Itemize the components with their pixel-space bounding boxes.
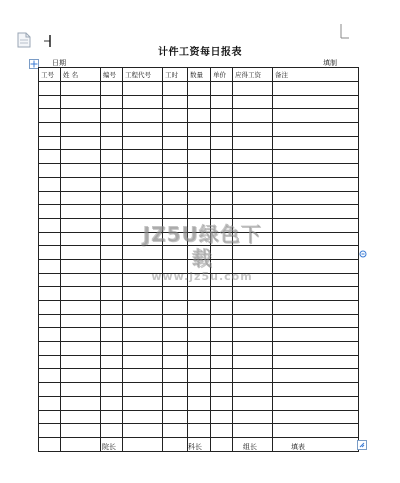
table-cell[interactable] (123, 355, 163, 369)
table-cell[interactable] (188, 328, 211, 342)
table-cell[interactable] (61, 177, 101, 191)
table-cell[interactable] (101, 342, 123, 356)
table-cell[interactable] (61, 314, 101, 328)
table-cell[interactable] (233, 136, 273, 150)
table-cell[interactable] (61, 287, 101, 301)
table-cell[interactable] (101, 191, 123, 205)
table-row (39, 150, 359, 164)
table-cell[interactable] (233, 369, 273, 383)
table-cell[interactable] (233, 424, 273, 438)
table-cell[interactable] (123, 177, 163, 191)
table-cell[interactable] (211, 164, 233, 178)
table-cell[interactable] (163, 424, 188, 438)
table-cell[interactable] (61, 218, 101, 232)
header-cell[interactable]: 工程代号 (123, 68, 163, 82)
table-cell[interactable] (39, 396, 61, 410)
table-cell[interactable] (61, 328, 101, 342)
table-cell[interactable] (101, 232, 123, 246)
table-row (39, 410, 359, 424)
table-cell[interactable] (273, 232, 359, 246)
table-cell[interactable] (211, 410, 233, 424)
table-cell[interactable] (188, 383, 211, 397)
table-row (39, 123, 359, 137)
table-cell[interactable] (163, 369, 188, 383)
table-cell[interactable] (123, 342, 163, 356)
table-cell[interactable] (211, 424, 233, 438)
table-cell[interactable] (233, 191, 273, 205)
table-row (39, 396, 359, 410)
table-cell[interactable] (163, 410, 188, 424)
table-cell[interactable] (123, 136, 163, 150)
footer-label: 院长 (102, 443, 116, 451)
table-cell[interactable] (123, 424, 163, 438)
table-cell[interactable] (188, 123, 211, 137)
table-cell[interactable] (101, 383, 123, 397)
table-cell[interactable] (233, 342, 273, 356)
table-cell[interactable] (233, 314, 273, 328)
table-cell[interactable] (123, 383, 163, 397)
table-cell[interactable] (188, 355, 211, 369)
table-cell[interactable] (233, 383, 273, 397)
table-cell[interactable] (101, 328, 123, 342)
table-cell[interactable] (163, 301, 188, 315)
table-cell[interactable] (233, 164, 273, 178)
table-cell[interactable] (101, 136, 123, 150)
table-cell[interactable] (163, 191, 188, 205)
table-cell[interactable] (211, 287, 233, 301)
table-cell[interactable] (211, 109, 233, 123)
table-cell[interactable] (101, 273, 123, 287)
table-cell[interactable] (39, 136, 61, 150)
footer-label: 填表 (291, 443, 305, 451)
table-cell[interactable] (163, 314, 188, 328)
table-cell[interactable] (163, 383, 188, 397)
table-cell[interactable] (123, 109, 163, 123)
table-row (39, 95, 359, 109)
table-cell[interactable] (211, 191, 233, 205)
table-cell[interactable] (163, 95, 188, 109)
signature-line[interactable] (205, 451, 237, 452)
table-cell[interactable] (61, 410, 101, 424)
table-cell[interactable] (61, 232, 101, 246)
table-cell[interactable] (273, 424, 359, 438)
table-cell[interactable] (39, 328, 61, 342)
table-cell[interactable] (123, 328, 163, 342)
table-cell[interactable] (61, 164, 101, 178)
table-cell[interactable] (101, 287, 123, 301)
table-cell[interactable] (123, 205, 163, 219)
page-corner-marker (339, 24, 349, 40)
table-cell[interactable] (273, 109, 359, 123)
table-cell[interactable] (273, 191, 359, 205)
table-cell[interactable] (61, 342, 101, 356)
table-row (39, 287, 359, 301)
table-cell[interactable] (61, 123, 101, 137)
table-cell[interactable] (101, 95, 123, 109)
table-cell[interactable] (233, 123, 273, 137)
table-cell[interactable] (101, 259, 123, 273)
table-cell[interactable] (273, 259, 359, 273)
footer-label: 科长 (188, 443, 202, 451)
table-cell[interactable] (188, 205, 211, 219)
table-row (39, 164, 359, 178)
table-cell[interactable] (233, 301, 273, 315)
table-cell[interactable] (273, 369, 359, 383)
table-cell[interactable] (188, 164, 211, 178)
table-cell[interactable] (123, 164, 163, 178)
table-cell[interactable] (39, 246, 61, 260)
table-cell[interactable] (61, 95, 101, 109)
signature-line[interactable] (119, 451, 179, 452)
footer-label: 组长 (243, 443, 257, 451)
table-cell[interactable] (123, 191, 163, 205)
table-cell[interactable] (39, 150, 61, 164)
table-cell[interactable] (163, 342, 188, 356)
table-row (39, 424, 359, 438)
table-cell[interactable] (61, 191, 101, 205)
table-cell[interactable] (273, 410, 359, 424)
watermark-main: JZ5U绿色下载 (142, 222, 262, 270)
table-cell[interactable] (61, 424, 101, 438)
table-row (39, 109, 359, 123)
table-cell[interactable] (188, 369, 211, 383)
table-cell[interactable] (39, 383, 61, 397)
table-row (39, 355, 359, 369)
table-cell[interactable] (273, 95, 359, 109)
table-edge-handle-icon[interactable] (359, 250, 367, 258)
table-cell[interactable] (163, 177, 188, 191)
table-cell[interactable] (101, 150, 123, 164)
table-cell[interactable] (273, 383, 359, 397)
preparer-label: 填制 (323, 59, 337, 67)
table-row (39, 177, 359, 191)
table-cell[interactable] (123, 287, 163, 301)
header-cell[interactable]: 编号 (101, 68, 123, 82)
table-cell[interactable] (188, 314, 211, 328)
table-cell[interactable] (188, 136, 211, 150)
table-cell[interactable] (188, 396, 211, 410)
table-cell[interactable] (123, 396, 163, 410)
table-row (39, 369, 359, 383)
table-cell[interactable] (163, 328, 188, 342)
table-cell[interactable] (163, 123, 188, 137)
table-cell[interactable] (39, 314, 61, 328)
table-cell[interactable] (233, 410, 273, 424)
table-cell[interactable] (273, 136, 359, 150)
table-cell[interactable] (39, 410, 61, 424)
table-cell[interactable] (188, 177, 211, 191)
table-cell[interactable] (39, 424, 61, 438)
table-cell[interactable] (233, 355, 273, 369)
table-cell[interactable] (123, 123, 163, 137)
table-cell[interactable] (101, 177, 123, 191)
table-cell[interactable] (101, 82, 123, 96)
table-cell[interactable] (61, 273, 101, 287)
table-cell[interactable] (39, 287, 61, 301)
table-cell[interactable] (163, 205, 188, 219)
table-cell[interactable] (188, 109, 211, 123)
table-cell[interactable] (163, 109, 188, 123)
table-cell[interactable] (101, 396, 123, 410)
header-cell[interactable]: 备注 (273, 68, 359, 82)
table-cell[interactable] (39, 109, 61, 123)
table-cell[interactable] (188, 424, 211, 438)
table-cell[interactable] (39, 164, 61, 178)
table-cell[interactable] (211, 177, 233, 191)
table-cell[interactable] (233, 82, 273, 96)
table-row (39, 328, 359, 342)
table-cell[interactable] (211, 355, 233, 369)
table-cell[interactable] (101, 301, 123, 315)
table-cell[interactable] (273, 328, 359, 342)
table-header-row (39, 68, 359, 82)
table-cell[interactable] (39, 369, 61, 383)
table-row (39, 342, 359, 356)
table-cell[interactable] (101, 424, 123, 438)
table-cell[interactable] (163, 82, 188, 96)
table-cell[interactable] (101, 109, 123, 123)
table-cell[interactable] (273, 287, 359, 301)
table-cell[interactable] (273, 342, 359, 356)
table-cell[interactable] (101, 355, 123, 369)
table-cell[interactable] (163, 150, 188, 164)
table-row (39, 301, 359, 315)
table-cell[interactable] (39, 205, 61, 219)
table-cell[interactable] (61, 383, 101, 397)
table-cell[interactable] (211, 328, 233, 342)
table-cell[interactable] (101, 123, 123, 137)
table-cell[interactable] (211, 123, 233, 137)
table-cell[interactable] (39, 259, 61, 273)
table-cell[interactable] (123, 301, 163, 315)
signature-line[interactable] (257, 451, 282, 452)
table-cell[interactable] (233, 328, 273, 342)
table-cell[interactable] (123, 410, 163, 424)
table-cell[interactable] (273, 355, 359, 369)
signature-line[interactable] (307, 451, 341, 452)
table-cell[interactable] (273, 150, 359, 164)
header-cell[interactable]: 数量 (188, 68, 211, 82)
table-cell[interactable] (39, 123, 61, 137)
header-cell[interactable]: 姓 名 (61, 68, 101, 82)
date-label: 日期 (52, 59, 66, 67)
table-cell[interactable] (39, 301, 61, 315)
table-cell[interactable] (233, 287, 273, 301)
table-cell[interactable] (61, 246, 101, 260)
table-cell[interactable] (123, 150, 163, 164)
table-cell[interactable] (39, 95, 61, 109)
table-cell[interactable] (211, 150, 233, 164)
table-cell[interactable] (233, 150, 273, 164)
table-row (39, 383, 359, 397)
table-cell[interactable] (211, 301, 233, 315)
table-cell[interactable] (61, 369, 101, 383)
header-cell[interactable]: 应得工资 (233, 68, 273, 82)
table-cell[interactable] (273, 177, 359, 191)
table-cell[interactable] (101, 246, 123, 260)
table-cell[interactable] (188, 287, 211, 301)
table-cell[interactable] (101, 205, 123, 219)
table-cell[interactable] (123, 314, 163, 328)
table-cell[interactable] (163, 355, 188, 369)
table-cell[interactable] (211, 95, 233, 109)
table-row (39, 191, 359, 205)
table-cell[interactable] (39, 191, 61, 205)
table-cell[interactable] (233, 95, 273, 109)
table-cell[interactable] (101, 314, 123, 328)
table-cell[interactable] (273, 164, 359, 178)
table-cell[interactable] (273, 314, 359, 328)
table-cell[interactable] (211, 396, 233, 410)
watermark-sub: www.jz5u.com (151, 270, 253, 283)
watermark (133, 222, 271, 283)
table-row (39, 205, 359, 219)
table-cell[interactable] (61, 136, 101, 150)
table-cell[interactable] (101, 369, 123, 383)
signature-footer (0, 442, 400, 456)
table-cell[interactable] (211, 369, 233, 383)
table-cell[interactable] (61, 82, 101, 96)
header-cell[interactable]: 工时 (163, 68, 188, 82)
table-cell[interactable] (211, 383, 233, 397)
table-cell[interactable] (39, 342, 61, 356)
table-cell[interactable] (123, 369, 163, 383)
table-cell[interactable] (233, 177, 273, 191)
table-cell[interactable] (39, 355, 61, 369)
table-cell[interactable] (273, 396, 359, 410)
table-cell[interactable] (163, 164, 188, 178)
table-cell[interactable] (233, 396, 273, 410)
table-cell[interactable] (273, 273, 359, 287)
table-cell[interactable] (188, 342, 211, 356)
table-cell[interactable] (273, 301, 359, 315)
table-cell[interactable] (61, 355, 101, 369)
table-cell[interactable] (211, 136, 233, 150)
table-cell[interactable] (188, 410, 211, 424)
table-cell[interactable] (188, 95, 211, 109)
table-cell[interactable] (39, 218, 61, 232)
header-cell[interactable]: 单价 (211, 68, 233, 82)
table-cell[interactable] (273, 205, 359, 219)
table-cell[interactable] (211, 342, 233, 356)
table-cell[interactable] (101, 218, 123, 232)
table-cell[interactable] (188, 150, 211, 164)
table-cell[interactable] (61, 205, 101, 219)
table-cell[interactable] (39, 232, 61, 246)
table-cell[interactable] (211, 82, 233, 96)
table-cell[interactable] (211, 205, 233, 219)
table-cell[interactable] (188, 191, 211, 205)
header-cell[interactable]: 工号 (39, 68, 61, 82)
table-cell[interactable] (61, 150, 101, 164)
table-cell[interactable] (101, 164, 123, 178)
table-cell[interactable] (273, 246, 359, 260)
table-cell[interactable] (188, 82, 211, 96)
table-row (39, 82, 359, 96)
table-cell[interactable] (61, 396, 101, 410)
table-cell[interactable] (273, 218, 359, 232)
table-cell[interactable] (39, 273, 61, 287)
table-cell[interactable] (61, 109, 101, 123)
table-cell[interactable] (233, 109, 273, 123)
table-cell[interactable] (211, 314, 233, 328)
table-cell[interactable] (273, 82, 359, 96)
table-cell[interactable] (123, 82, 163, 96)
table-cell[interactable] (188, 301, 211, 315)
table-cell[interactable] (101, 410, 123, 424)
table-cell[interactable] (163, 136, 188, 150)
table-cell[interactable] (61, 259, 101, 273)
table-cell[interactable] (39, 177, 61, 191)
table-row (39, 314, 359, 328)
table-cell[interactable] (61, 301, 101, 315)
table-cell[interactable] (123, 95, 163, 109)
page-title: 计件工资每日报表 (158, 47, 242, 58)
table-row (39, 136, 359, 150)
table-cell[interactable] (163, 396, 188, 410)
table-cell[interactable] (163, 287, 188, 301)
table-cell[interactable] (273, 123, 359, 137)
table-cell[interactable] (233, 205, 273, 219)
table-cell[interactable] (39, 82, 61, 96)
resize-handle-icon[interactable] (357, 440, 367, 450)
